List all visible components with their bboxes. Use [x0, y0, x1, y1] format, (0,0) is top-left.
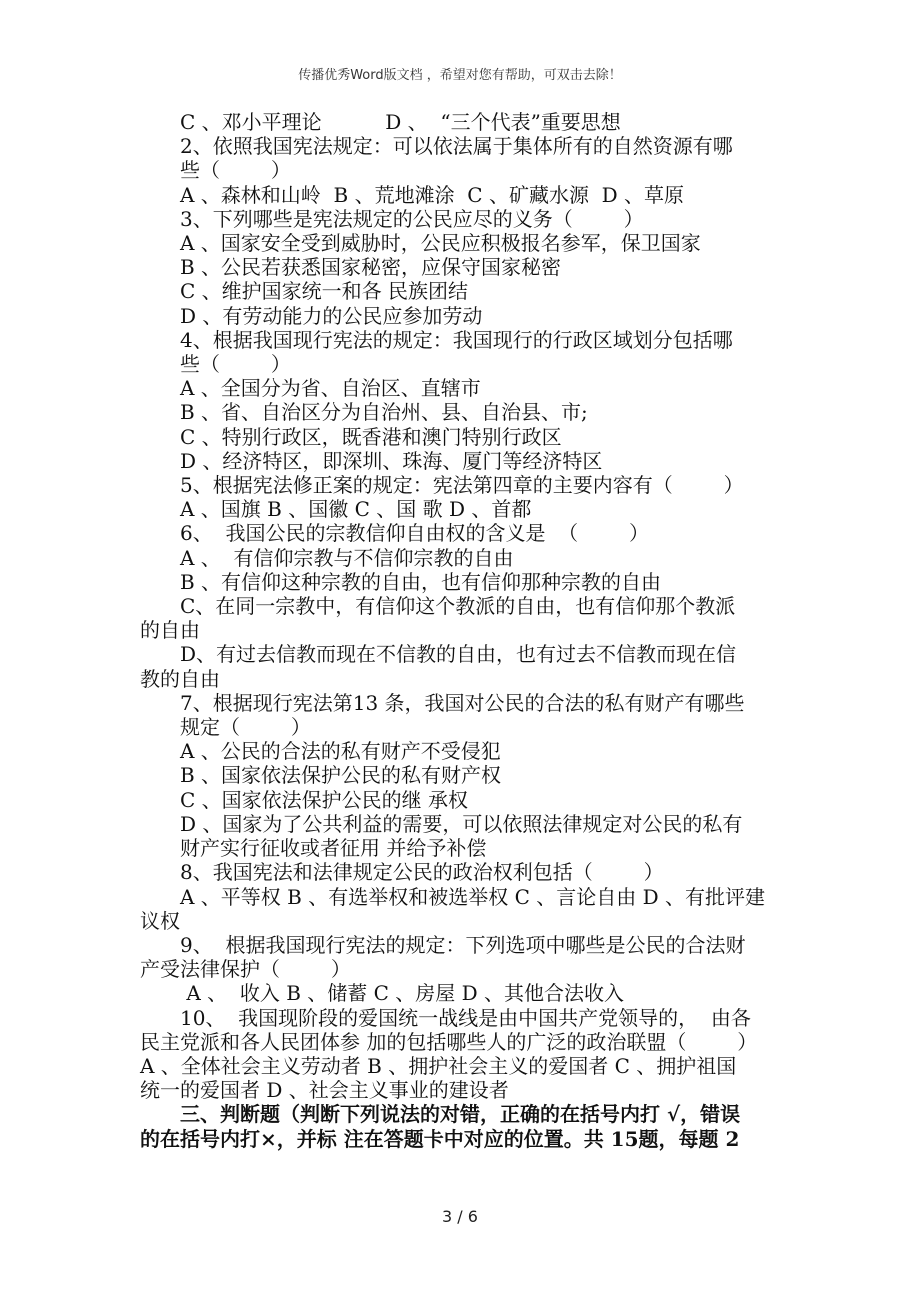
text-line: 2、依照我国宪法规定：可以依法属于集体所有的自然资源有哪 [180, 134, 733, 159]
text-line: C 、维护国家统一和各 民族团结 [180, 279, 469, 304]
text-line: B 、国家依法保护公民的私有财产权 [180, 763, 502, 788]
text-line: 10、 我国现阶段的爱国统一战线是由中国共产党领导的， 由各 [180, 1005, 751, 1030]
text-line: C、在同一宗教中，有信仰这个教派的自由，也有信仰那个教派 [180, 594, 736, 619]
text-line: 些（ ） [180, 158, 291, 183]
text-line: 财产实行征收或者征用 并给予补偿 [180, 836, 487, 861]
text-line: A 、国家安全受到威胁时，公民应积极报名参军，保卫国家 [180, 231, 701, 256]
text-line: 7、根据现行宪法第13 条，我国对公民的合法的私有财产有哪些 [180, 690, 745, 715]
page-number: 3 / 6 [442, 1207, 478, 1226]
text-line: B 、公民若获悉国家秘密，应保守国家秘密 [180, 255, 562, 280]
document-body [140, 110, 800, 1151]
text-line: 的在括号内打×，并标 注在答题卡中对应的位置。共 15题，每题 2 [140, 1126, 740, 1151]
text-line: 5、根据宪法修正案的规定：宪法第四章的主要内容有（ ） [180, 473, 744, 498]
text-line: A 、 收入 B 、储蓄 C 、房屋 D 、其他合法收入 [180, 981, 625, 1006]
text-line: 8、我国宪法和法律规定公民的政治权利包括（ ） [180, 860, 664, 885]
text-line: 9、 根据我国现行宪法的规定：下列选项中哪些是公民的合法财 [180, 932, 746, 957]
text-line: D 、有劳动能力的公民应参加劳动 [180, 303, 483, 328]
text-line: 教的自由 [140, 666, 220, 691]
text-line: B 、省、自治区分为自治州、县、自治县、市; [180, 400, 588, 425]
text-line: A 、全体社会主义劳动者 B 、拥护社会主义的爱国者 C 、拥护祖国 [140, 1053, 737, 1078]
text-line: 4、根据我国现行宪法的规定：我国现行的行政区域划分包括哪 [180, 327, 733, 352]
text-line: D、有过去信教而现在不信教的自由，也有过去不信教而现在信 [180, 642, 737, 667]
text-line: A 、国旗 B 、国徽 C 、国 歌 D 、首都 [180, 497, 532, 522]
text-line: C 、特别行政区，既香港和澳门特别行政区 [180, 424, 562, 449]
text-line: 三、判断题（判断下列说法的对错，正确的在括号内打 √，错误 [180, 1102, 741, 1127]
text-line: 些（ ） [180, 352, 291, 377]
text-line: 议权 [140, 908, 180, 933]
text-line: A 、 有信仰宗教与不信仰宗教的自由 [180, 545, 514, 570]
text-line: A 、全国分为省、自治区、直辖市 [180, 376, 481, 401]
text-line: 6、 我国公民的宗教信仰自由权的含义是 （ ） [180, 521, 650, 546]
text-line: D 、国家为了公共利益的需要，可以依照法律规定对公民的私有 [180, 811, 743, 836]
text-line: A 、平等权 B 、有选举权和被选举权 C 、言论自由 D 、有批评建 [180, 884, 765, 909]
text-line: 的自由 [140, 618, 200, 643]
text-line: C 、国家依法保护公民的继 承权 [180, 787, 469, 812]
text-line: A 、森林和山岭 B 、荒地滩涂 C 、矿藏水源 D 、草原 [180, 182, 685, 207]
text-line: D 、经济特区，即深圳、珠海、厦门等经济特区 [180, 448, 603, 473]
text-line: B 、有信仰这种宗教的自由，也有信仰那种宗教的自由 [180, 569, 662, 594]
text-line: A 、公民的合法的私有财产不受侵犯 [180, 739, 501, 764]
text-line: 规定（ ） [180, 715, 311, 740]
text-line: 产受法律保护（ ） [140, 957, 351, 982]
text-line: 统一的爱国者 D 、社会主义事业的建设者 [140, 1078, 509, 1103]
page-header-note: 传播优秀Word版文档 ，希望对您有帮助，可双击去除！ [298, 68, 622, 83]
text-line: 3、下列哪些是宪法规定的公民应尽的义务（ ） [180, 206, 644, 231]
text-line: C 、邓小平理论 D 、 “三个代表”重要思想 [180, 110, 621, 134]
text-line: 民主党派和各人民团体参 加的包括哪些人的广泛的政治联盟（ ） [140, 1029, 758, 1054]
